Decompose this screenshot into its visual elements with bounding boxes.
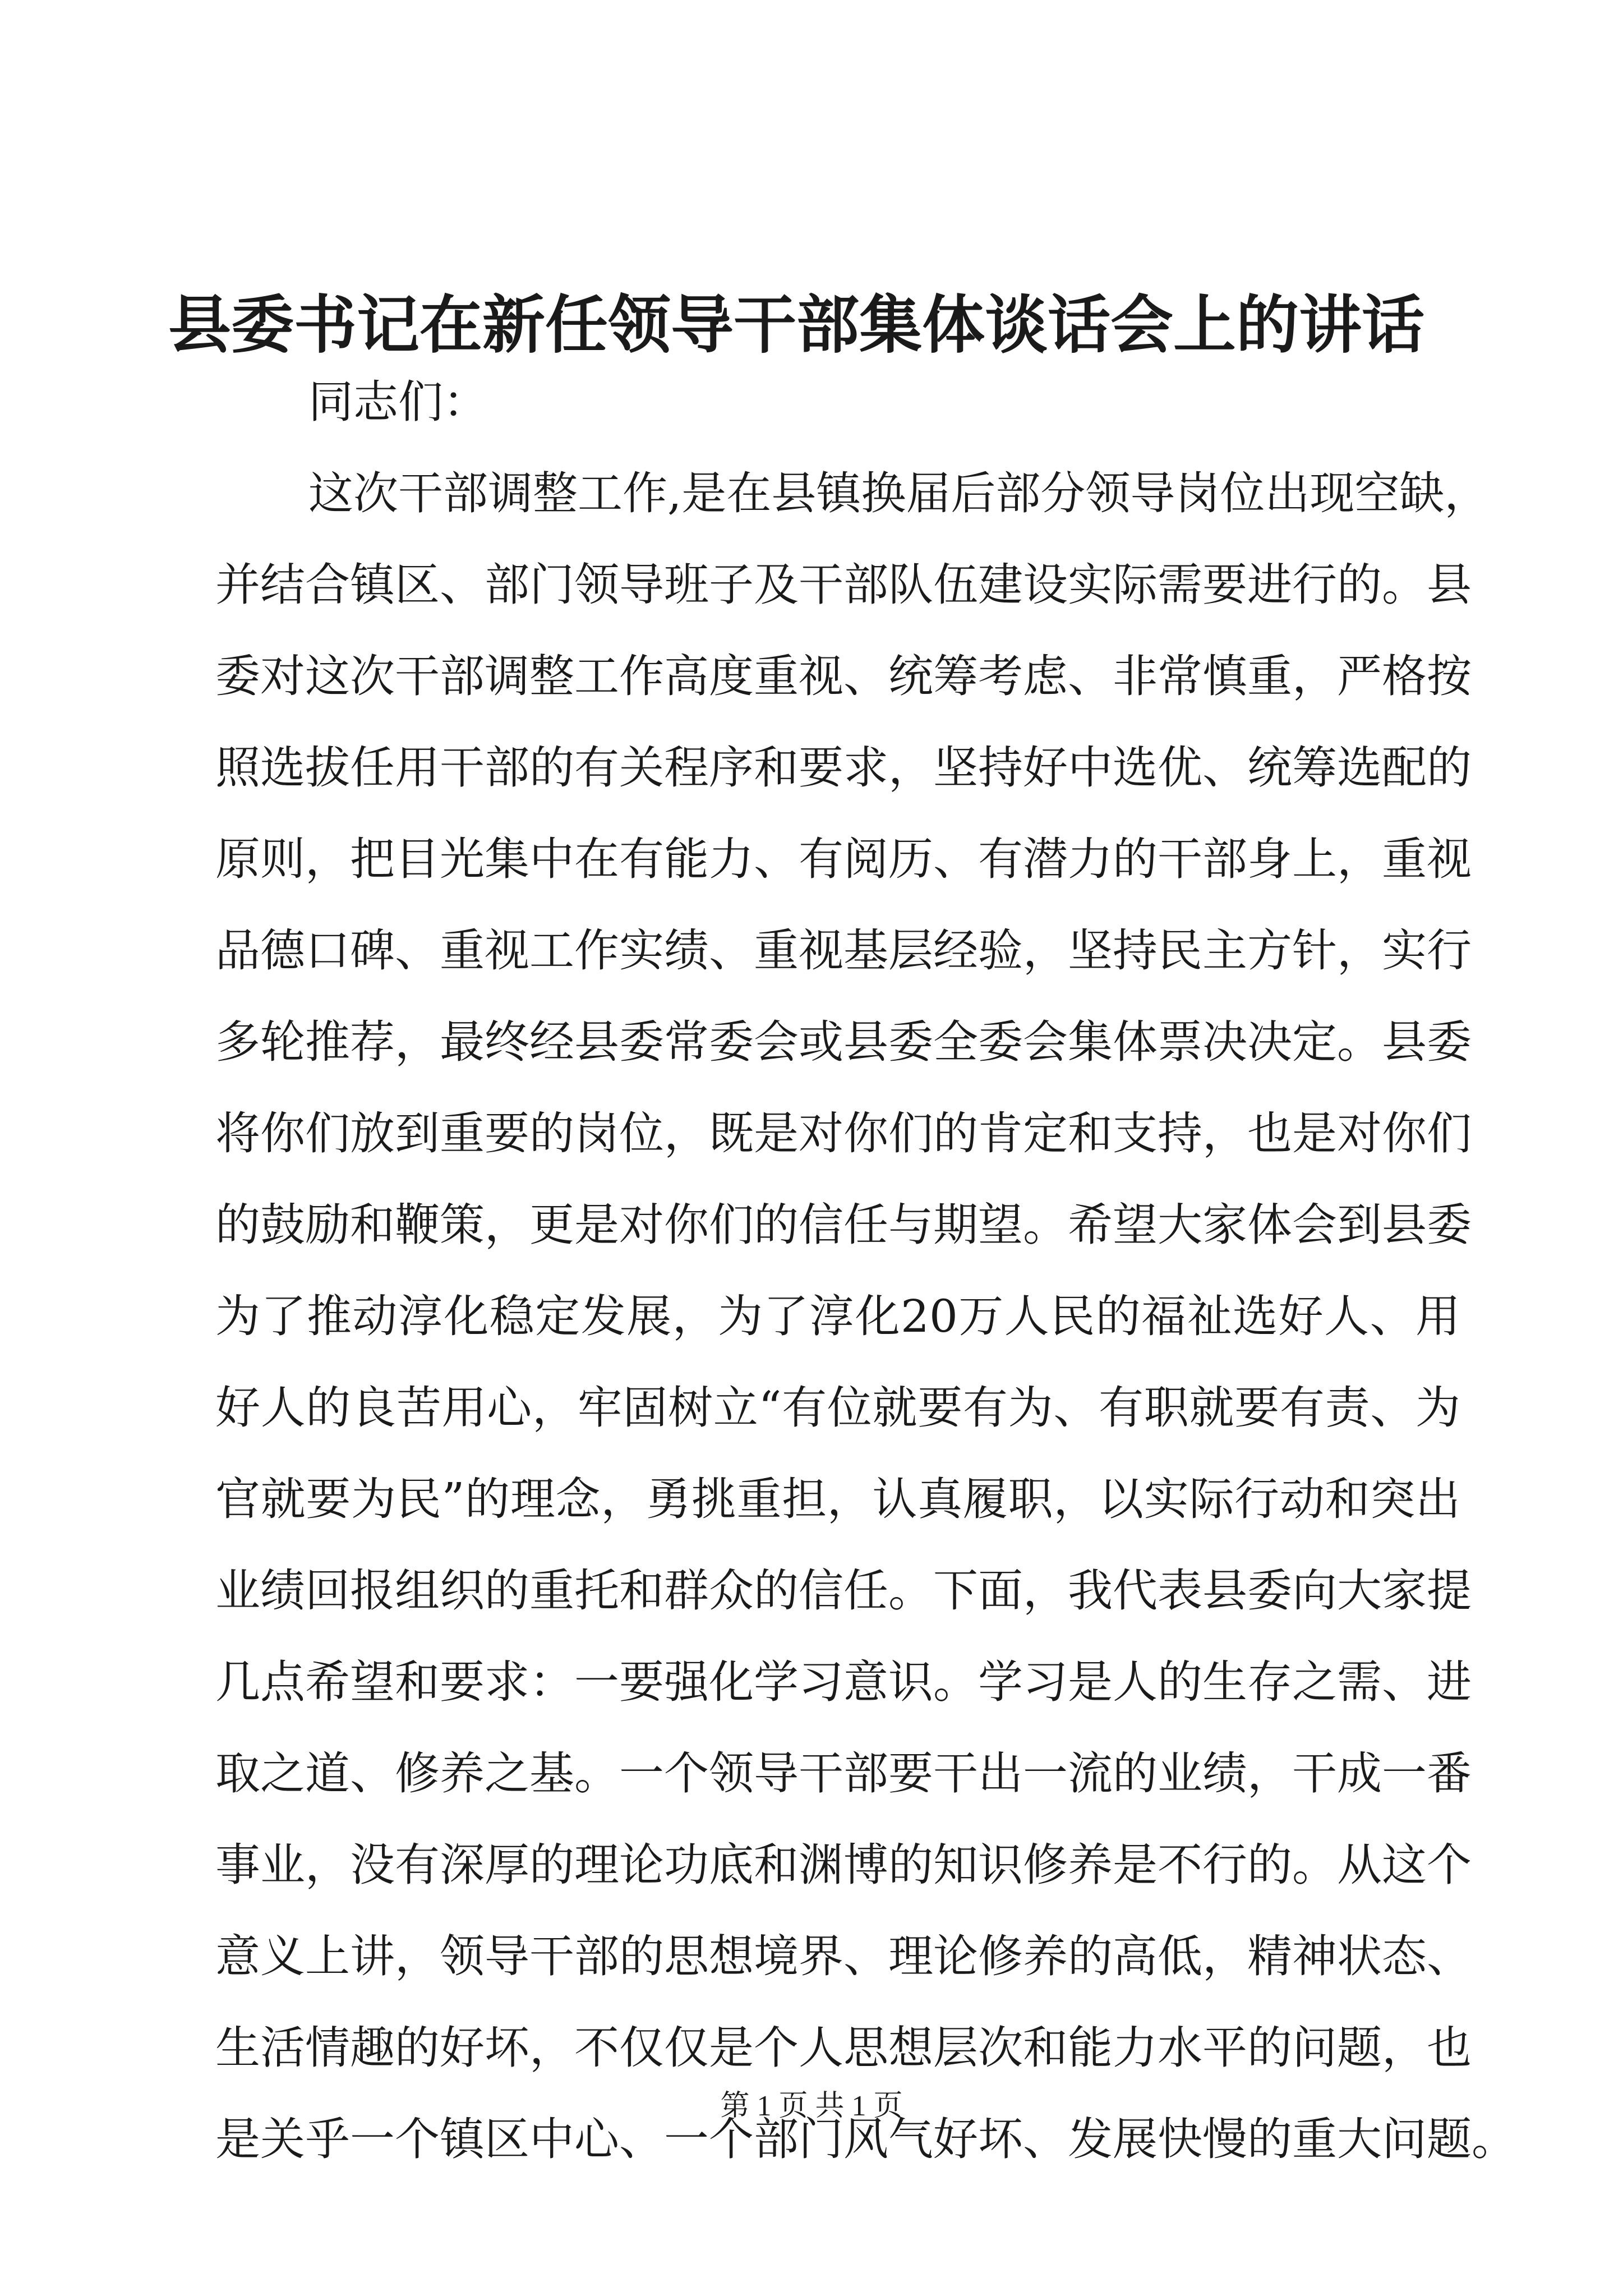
paragraph-line: 的鼓励和鞭策，更是对你们的信任与期望。希望大家体会到县委 xyxy=(215,1199,1472,1251)
paragraph-line: 为了推动淳化稳定发展，为了淳化20万人民的福祉选好人、用 xyxy=(215,1290,1460,1342)
paragraph-line: 几点希望和要求：一要强化学习意识。学习是人的生存之需、进 xyxy=(215,1656,1472,1708)
paragraph-line: 意义上讲，领导干部的思想境界、理论修养的高低，精神状态、 xyxy=(215,1930,1472,1982)
paragraph-line: 事业，没有深厚的理论功底和渊博的知识修养是不行的。从这个 xyxy=(215,1839,1472,1891)
paragraph-line: 并结合镇区、部门领导班子及干部队伍建设实际需要进行的。县 xyxy=(215,559,1472,611)
paragraph-line: 这次干部调整工作,是在县镇换届后部分领导岗位出现空缺， xyxy=(308,467,1490,519)
paragraph-line: 多轮推荐，最终经县委常委会或县委全委会集体票决决定。县委 xyxy=(215,1016,1472,1068)
paragraph-line: 品德口碑、重视工作实绩、重视基层经验，坚持民主方针，实行 xyxy=(215,924,1472,977)
paragraph-line: 好人的良苦用心，牢固树立“有位就要有为、有职就要有责、为 xyxy=(215,1382,1460,1434)
page-footer: 第 1 页 共 1 页 xyxy=(720,2090,903,2122)
document-title: 县委书记在新任领导干部集体谈话会上的讲话 xyxy=(168,288,1424,362)
paragraph-line: 委对这次干部调整工作高度重视、统筹考虑、非常慎重，严格按 xyxy=(215,650,1472,702)
paragraph-line: 照选拔任用干部的有关程序和要求，坚持好中选优、统筹选配的 xyxy=(215,742,1472,794)
paragraph-line: 将你们放到重要的岗位，既是对你们的肯定和支持，也是对你们 xyxy=(215,1107,1472,1159)
document-body xyxy=(215,356,1516,2185)
paragraph-line: 业绩回报组织的重托和群众的信任。下面，我代表县委向大家提 xyxy=(215,1565,1472,1617)
paragraph-line: 是关乎一个镇区中心、一个部门风气好坏、发展快慢的重大问题。 xyxy=(215,2113,1516,2165)
paragraph-line: 官就要为民”的理念，勇挑重担，认真履职，以实际行动和突出 xyxy=(215,1473,1460,1525)
paragraph-line: 取之道、修养之基。一个领导干部要干出一流的业绩，干成一番 xyxy=(215,1747,1472,1800)
salutation: 同志们： xyxy=(308,376,488,428)
paragraph-line: 生活情趣的好坏，不仅仅是个人思想层次和能力水平的问题，也 xyxy=(215,2022,1472,2074)
paragraph-line: 原则，把目光集中在有能力、有阅历、有潜力的干部身上，重视 xyxy=(215,833,1472,885)
